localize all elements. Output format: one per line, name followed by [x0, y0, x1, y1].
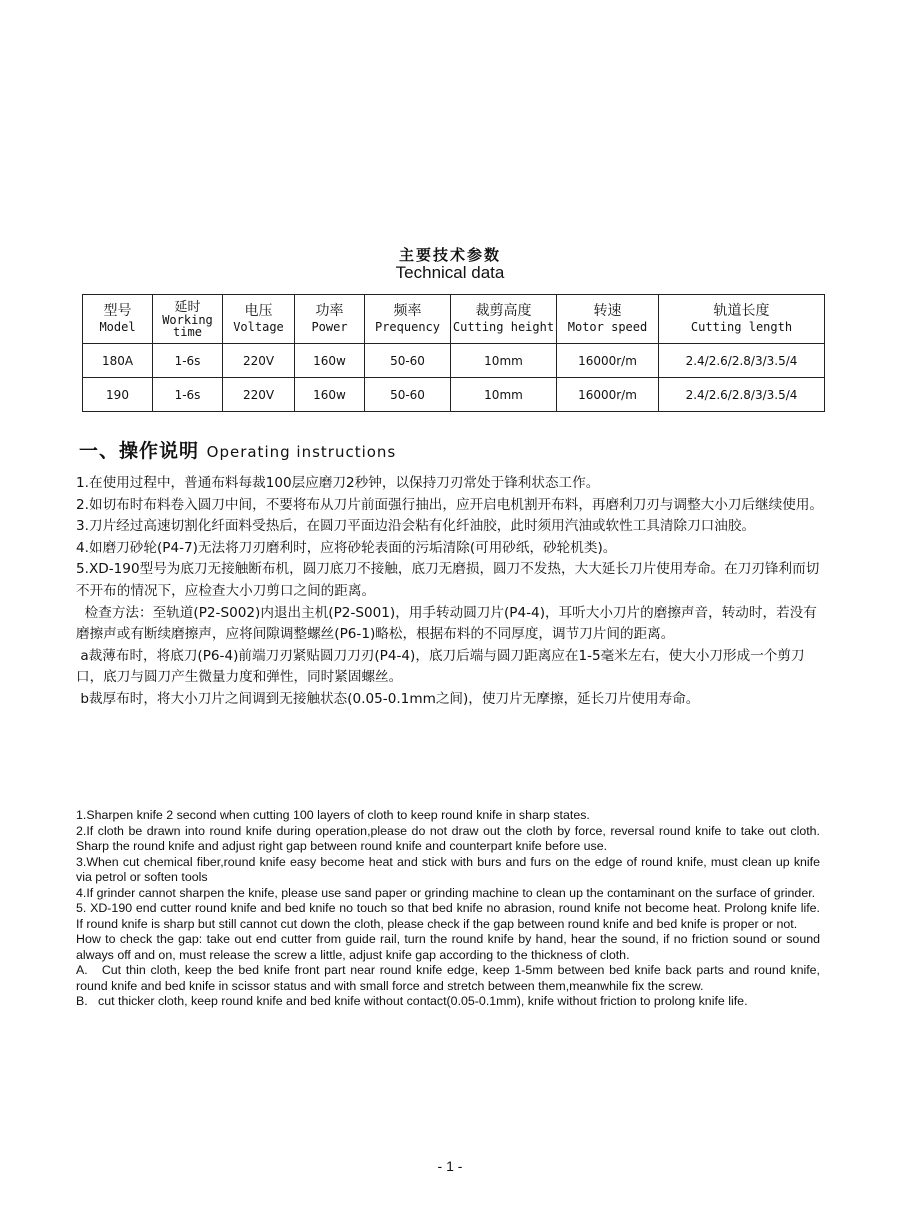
instruction-en-b: B. cut thicker cloth, keep round knife and bed knife without contact(0.05-0.1mm), knife without friction to prolong knife life. [76, 994, 748, 1008]
instruction-cn-3: 3.刀片经过高速切割化纤面料受热后，在圆刀平面边沿会粘有化纤油胶，此时须用汽油或软性工具清除刀口油胶。 [76, 518, 756, 535]
instruction-en-5: 5. XD-190 end cutter round knife and bed knife no touch so that bed knife no abrasion, round knife not become heat. Prolong knife life. If round knife is sharp but still cannot cut down the cloth, please check if the gap between round knife and bed knife is proper or not. [76, 901, 820, 931]
table-cell: 50-60 [365, 344, 451, 378]
section-title-cn: 一、操作说明 [79, 440, 200, 462]
instruction-cn-2: 2.如切布时布料卷入圆刀中间，不要将布从刀片前面强行抽出，应开启电机割开布料，再磨利刀刃与调整大小刀后继续使用。 [76, 496, 824, 513]
page-title-cn: 主要技术参数 [398, 246, 501, 264]
header-cutting-height: 裁剪高度 Cutting height [451, 295, 557, 344]
table-cell: 180A [83, 344, 153, 378]
instruction-cn-a: a裁薄布时，将底刀(P6-4)前端刀刃紧贴圆刀刀刃(P4-4)，底刀后端与圆刀距离应在1-5毫米左右，使大小刀形成一个剪刀口，底刀与圆刀产生微量力度和弹性，同时紧固螺丝。 [76, 647, 805, 686]
table-cell: 16000r/m [557, 344, 659, 378]
technical-data-table [82, 294, 825, 412]
header-voltage: 电压 Voltage [223, 295, 295, 344]
instruction-en-check: How to check the gap: take out end cutter from guide rail, turn the round knife by hand, hear the sound, if no friction sound or sound always off and on, must release the screw a little, adjust knife gap according to the thickness of cloth. [76, 932, 820, 962]
table-cell: 190 [83, 378, 153, 412]
instruction-en-3: 3.When cut chemical fiber,round knife easy become heat and stick with burs and furs on the edge of round knife, must clean up knife via petrol or soften tools [76, 854, 820, 884]
header-model: 型号 Model [83, 295, 153, 344]
instruction-cn-5: 5.XD-190型号为底刀无接触断布机，圆刀底刀不接触，底刀无磨损，圆刀不发热，大大延长刀片使用寿命。在刀刃锋利而切不开布的情况下，应检查大小刀剪口之间的距离。 [76, 561, 820, 599]
table-cell: 220V [223, 344, 295, 378]
chinese-instructions [76, 473, 826, 711]
table-cell: 160w [295, 378, 365, 412]
table-header-row [83, 295, 825, 344]
instruction-en-a: A. Cut thin cloth, keep the bed knife front part near round knife edge, keep 1-5mm between bed knife back parts and round knife, round knife and bed knife in scissor status and with small force and stretch between them,meanwhile fix the screw. [76, 963, 824, 993]
table-cell: 2.4/2.6/2.8/3/3.5/4 [659, 344, 825, 378]
table-row [83, 378, 825, 412]
page-number: - 1 - [437, 1158, 463, 1174]
instruction-en-1: 1.Sharpen knife 2 second when cutting 100 layers of cloth to keep round knife in sharp states. [76, 808, 590, 822]
table-cell: 2.4/2.6/2.8/3/3.5/4 [659, 378, 825, 412]
section-title-en: Operating instructions [206, 443, 397, 461]
header-cutting-length: 轨道长度 Cutting length [659, 295, 825, 344]
header-motor-speed: 转速 Motor speed [557, 295, 659, 344]
table-cell: 160w [295, 344, 365, 378]
table-cell: 16000r/m [557, 378, 659, 412]
header-power: 功率 Power [295, 295, 365, 344]
instruction-cn-check: 检查方法：至轨道(P2-S002)内退出主机(P2-S001)，用手转动圆刀片(P4-4)，耳听大小刀片的磨擦声音，转动时，若没有磨擦声或有断续磨擦声，应将间隙调整螺丝(P6-1)略松，根据布料的不同厚度，调节刀片间的距离。 [76, 604, 817, 643]
instruction-en-2: 2.If cloth be drawn into round knife during operation,please do not draw out the cloth by force, reversal round knife to take out cloth. Sharp the round knife and adjust right gap between round knife and counterpart knife before use. [76, 823, 820, 853]
table-cell: 1-6s [153, 344, 223, 378]
table-cell: 10mm [451, 344, 557, 378]
instruction-cn-b: b裁厚布时，将大小刀片之间调到无接触状态(0.05-0.1mm之间)，使刀片无摩擦，延长刀片使用寿命。 [76, 690, 700, 707]
table-cell: 50-60 [365, 378, 451, 412]
instruction-cn-4: 4.如磨刀砂轮(P4-7)无法将刀刃磨利时，应将砂轮表面的污垢清除(可用砂纸，砂轮机类)。 [76, 539, 617, 556]
english-instructions [76, 808, 824, 1010]
page-title-en: Technical data [395, 263, 505, 282]
table-cell: 10mm [451, 378, 557, 412]
section-heading [79, 436, 396, 463]
table-cell: 220V [223, 378, 295, 412]
table-row [83, 344, 825, 378]
instruction-en-4: 4.If grinder cannot sharpen the knife, please use sand paper or grinding machine to clean up the contaminant on the surface of grinder. [76, 885, 816, 900]
table-cell: 1-6s [153, 378, 223, 412]
header-working-time: 延时 Working time [153, 295, 223, 344]
instruction-cn-1: 1.在使用过程中，普通布料每裁100层应磨刀2秒钟，以保持刀刃常处于锋利状态工作。 [76, 475, 600, 491]
header-frequency: 频率 Prequency [365, 295, 451, 344]
